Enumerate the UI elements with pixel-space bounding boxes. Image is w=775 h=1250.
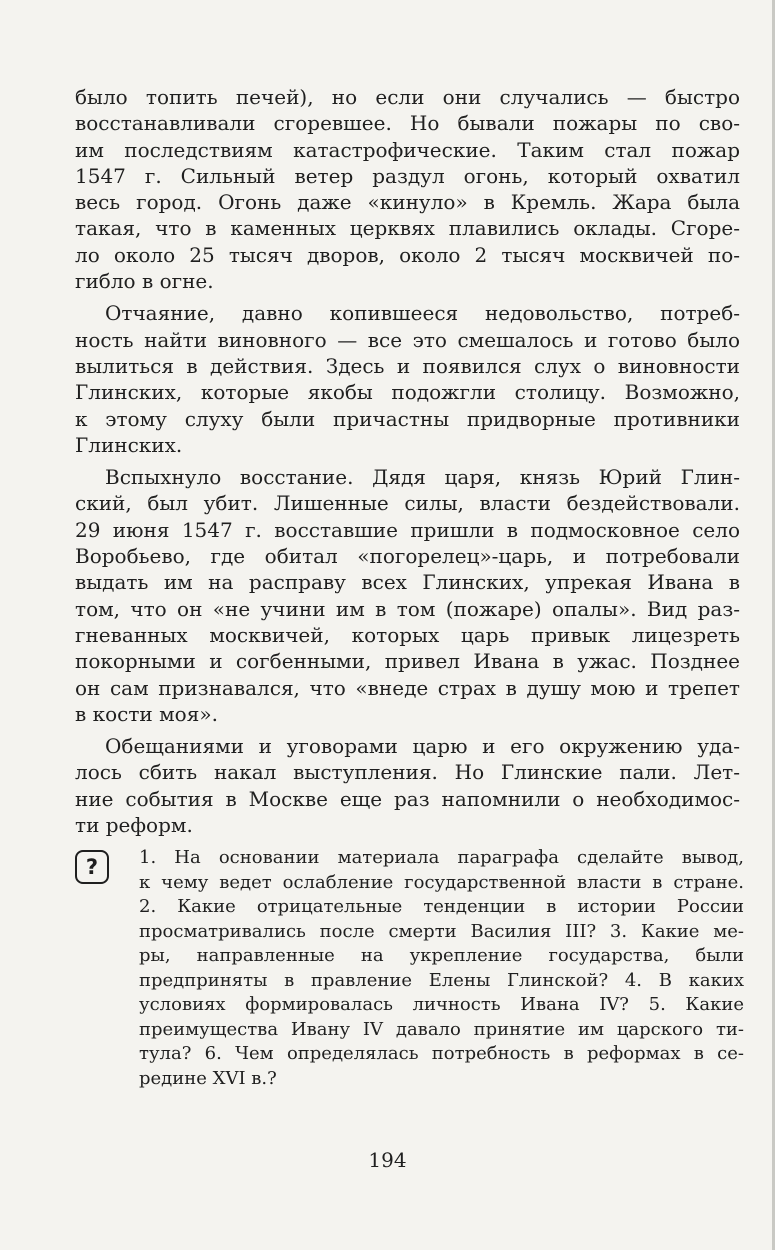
text-line: ло около 25 тысяч дворов, около 2 тысяч москвичей по- bbox=[75, 242, 740, 267]
text-line: им последствиям катастрофические. Таким стал пожар bbox=[75, 137, 740, 162]
text-line: такая, что в каменных церквях плавились оклады. Сгоре- bbox=[75, 216, 740, 241]
question-line: тула? 6. Чем определялась потребность в реформах в се- bbox=[139, 1043, 744, 1064]
question-line: предприняты в правление Елены Глинской? 4. В каких bbox=[139, 969, 744, 991]
paragraph-3 bbox=[75, 464, 740, 727]
question-line: просматривались после смерти Василия III? 3. Какие ме- bbox=[139, 920, 744, 942]
question-line: к чему ведет ослабление государственной власти в стране. bbox=[139, 871, 744, 893]
paragraph-2 bbox=[75, 300, 740, 458]
text-line: он сам признавался, что «внеде страх в душу мою и трепет bbox=[75, 675, 740, 700]
text-line: том, что он «не учини им в том (пожаре) опалы». Вид раз- bbox=[75, 596, 740, 621]
text-line: Глинских. bbox=[75, 432, 183, 457]
main-text bbox=[75, 84, 740, 838]
question-line: условиях формировалась личность Ивана IV? 5. Какие bbox=[139, 994, 744, 1015]
text-line: 29 июня 1547 г. восставшие пришли в подмосковное село bbox=[75, 517, 740, 542]
text-line: Воробьево, где обитал «погорелец»-царь, и потребовали bbox=[75, 544, 740, 569]
text-line: к этому слуху были причастны придворные противники bbox=[75, 406, 740, 431]
text-line: покорными и согбенными, привел Ивана в ужас. Позднее bbox=[75, 649, 740, 674]
text-line: Отчаяние, давно копившееся недовольство, потреб- bbox=[105, 301, 740, 326]
question-line: редине XVI в.? bbox=[139, 1067, 277, 1089]
question-line: 1. На основании материала параграфа сделайте вывод, bbox=[139, 847, 744, 868]
text-line: ский, был убит. Лишенные силы, власти бездействовали. bbox=[75, 491, 740, 516]
text-line: гибло в огне. bbox=[75, 269, 214, 294]
text-line: выдать им на расправу всех Глинских, упрекая Ивана в bbox=[75, 570, 740, 595]
text-line: ние события в Москве еще раз напомнили о необходимос- bbox=[75, 786, 740, 811]
text-line: ность найти виновного — все это смешалось и готово было bbox=[75, 327, 740, 352]
text-line: лось сбить накал выступления. Но Глинские пали. Лет- bbox=[75, 760, 740, 785]
text-line: гневанных москвичей, которых царь привык лицезреть bbox=[75, 622, 740, 647]
questions-text bbox=[139, 846, 744, 1091]
question-line: ры, направленные на укрепление государства, были bbox=[139, 945, 744, 966]
text-line: Обещаниями и уговорами царю и его окружению уда- bbox=[105, 734, 740, 759]
text-line: вылиться в действия. Здесь и появился слух о виновности bbox=[75, 353, 740, 378]
paragraph-1 bbox=[75, 84, 740, 294]
question-line: 2. Какие отрицательные тенденции в истории России bbox=[139, 896, 744, 917]
text-line: Вспыхнуло восстание. Дядя царя, князь Юрий Глин- bbox=[105, 465, 740, 490]
text-line: восстанавливали сгоревшее. Но бывали пожары по сво- bbox=[75, 111, 740, 136]
question-line: преимущества Ивану IV давало принятие им царского ти- bbox=[139, 1018, 744, 1040]
question-mark-icon: ? bbox=[75, 850, 109, 884]
text-line: в кости моя». bbox=[75, 701, 218, 726]
text-line: Глинских, которые якобы подожгли столицу. Возможно, bbox=[75, 380, 740, 405]
page-number: 194 bbox=[368, 1148, 407, 1172]
text-line: весь город. Огонь даже «кинуло» в Кремль. Жара была bbox=[75, 190, 740, 215]
text-line: 1547 г. Сильный ветер раздул огонь, который охватил bbox=[75, 163, 740, 188]
paragraph-4 bbox=[75, 733, 740, 838]
text-line: ти реформ. bbox=[75, 813, 193, 838]
text-line: было топить печей), но если они случались — быстро bbox=[75, 85, 740, 109]
